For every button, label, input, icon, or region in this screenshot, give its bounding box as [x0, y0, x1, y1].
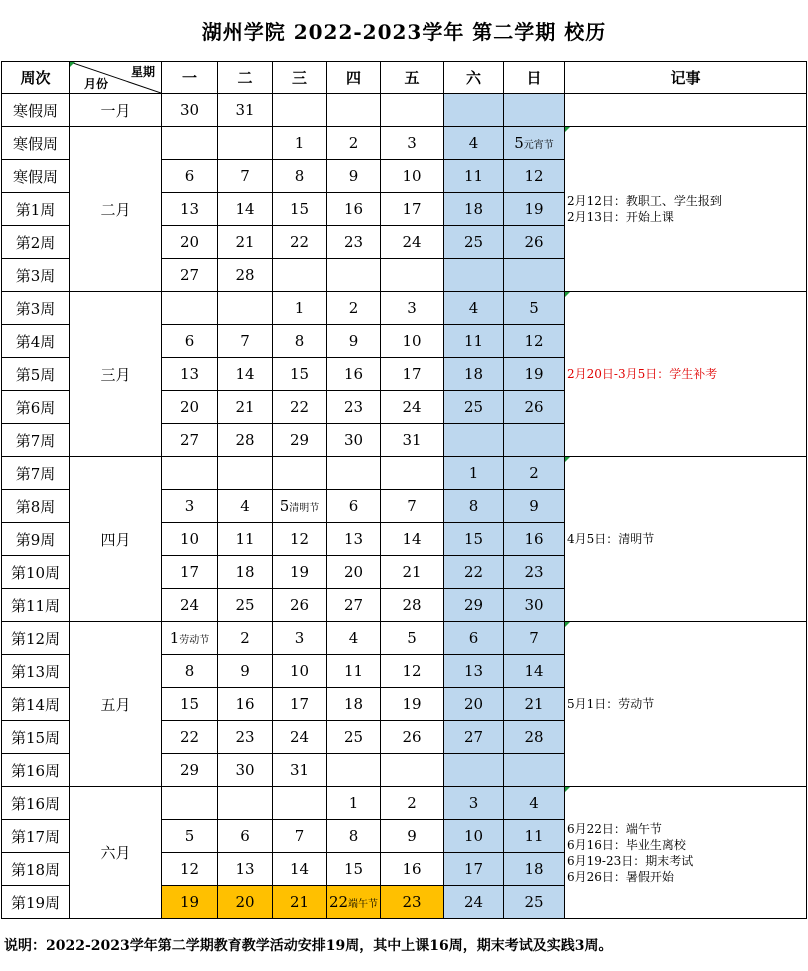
day-cell-fri: 17 — [381, 358, 444, 391]
month-notes — [565, 94, 807, 127]
day-cell-tue: 9 — [218, 655, 273, 688]
month-label: 二月 — [70, 127, 162, 292]
day-cell-fri — [381, 457, 444, 490]
day-cell-fri: 7 — [381, 490, 444, 523]
week-label: 第7周 — [2, 424, 70, 457]
day-cell-fri: 28 — [381, 589, 444, 622]
week-label: 第13周 — [2, 655, 70, 688]
day-cell-wed — [273, 490, 327, 523]
holiday-label: 元宵节 — [523, 140, 554, 151]
day-header-wed: 三 — [273, 62, 327, 94]
day-cell-tue: 21 — [218, 226, 273, 259]
day-header-fri: 五 — [381, 62, 444, 94]
day-cell-sun: 7 — [504, 622, 565, 655]
day-cell-fri: 24 — [381, 391, 444, 424]
day-cell-thu: 20 — [327, 556, 381, 589]
day-number: 1 — [169, 629, 180, 647]
day-cell-sun — [504, 127, 565, 160]
day-cell-sun: 26 — [504, 391, 565, 424]
day-cell-fri — [381, 259, 444, 292]
day-cell-sat: 4 — [444, 292, 504, 325]
note-line: 2月20日-3月5日：学生补考 — [567, 367, 718, 381]
day-cell-mon: 24 — [162, 589, 218, 622]
week-label: 第7周 — [2, 457, 70, 490]
day-cell-sat: 25 — [444, 226, 504, 259]
day-cell-sun: 21 — [504, 688, 565, 721]
day-cell-thu: 25 — [327, 721, 381, 754]
day-cell-fri — [381, 94, 444, 127]
day-cell-tue: 7 — [218, 325, 273, 358]
week-row — [2, 292, 807, 325]
day-cell-fri: 31 — [381, 424, 444, 457]
day-cell-mon: 13 — [162, 193, 218, 226]
comment-marker — [565, 127, 570, 132]
note-line: 5月1日：劳动节 — [567, 697, 655, 711]
note-line: 6月16日：毕业生离校 — [567, 837, 686, 852]
day-header-mon: 一 — [162, 62, 218, 94]
note-line: 6月22日：端午节 — [567, 821, 662, 836]
week-label: 第18周 — [2, 853, 70, 886]
day-cell-sat: 11 — [444, 325, 504, 358]
day-cell-tue: 4 — [218, 490, 273, 523]
day-cell-sat — [444, 259, 504, 292]
day-cell-sun: 19 — [504, 193, 565, 226]
week-label: 第9周 — [2, 523, 70, 556]
day-cell-fri: 24 — [381, 226, 444, 259]
month-label: 五月 — [70, 622, 162, 787]
week-row — [2, 457, 807, 490]
week-label: 第14周 — [2, 688, 70, 721]
day-cell-wed — [273, 787, 327, 820]
day-cell-sun: 9 — [504, 490, 565, 523]
calendar-title: 湖州学院 2022-2023学年 第二学期 校历 — [201, 20, 607, 44]
day-cell-tue — [218, 292, 273, 325]
day-cell-wed: 24 — [273, 721, 327, 754]
month-label: 六月 — [70, 787, 162, 919]
week-column-header: 周次 — [2, 62, 70, 94]
week-label: 第16周 — [2, 787, 70, 820]
day-cell-mon: 27 — [162, 259, 218, 292]
week-label: 第2周 — [2, 226, 70, 259]
day-cell-fri: 26 — [381, 721, 444, 754]
school-calendar-table — [1, 61, 807, 919]
day-cell-sun: 2 — [504, 457, 565, 490]
day-cell-thu: 9 — [327, 160, 381, 193]
day-cell-tue — [218, 457, 273, 490]
week-label: 第12周 — [2, 622, 70, 655]
week-row — [2, 127, 807, 160]
day-cell-sun: 4 — [504, 787, 565, 820]
month-notes — [565, 127, 807, 292]
day-cell-thu: 23 — [327, 391, 381, 424]
day-cell-mon — [162, 292, 218, 325]
day-cell-wed — [273, 457, 327, 490]
day-cell-fri: 9 — [381, 820, 444, 853]
day-cell-thu: 1 — [327, 787, 381, 820]
day-cell-mon: 17 — [162, 556, 218, 589]
week-label: 第3周 — [2, 292, 70, 325]
comment-marker — [565, 622, 570, 627]
day-cell-thu: 4 — [327, 622, 381, 655]
day-cell-tue: 21 — [218, 391, 273, 424]
month-axis-label: 月份 — [84, 77, 109, 91]
day-cell-thu — [327, 886, 381, 919]
day-cell-thu: 13 — [327, 523, 381, 556]
day-cell-sat: 25 — [444, 391, 504, 424]
diagonal-header-cell — [70, 62, 162, 94]
week-label: 第17周 — [2, 820, 70, 853]
day-cell-thu: 23 — [327, 226, 381, 259]
day-cell-mon: 30 — [162, 94, 218, 127]
day-cell-sat: 10 — [444, 820, 504, 853]
note-line: 6月26日：暑假开始 — [567, 869, 674, 884]
day-cell-sun — [504, 424, 565, 457]
day-cell-thu: 30 — [327, 424, 381, 457]
week-label: 第8周 — [2, 490, 70, 523]
day-cell-mon: 8 — [162, 655, 218, 688]
day-cell-thu — [327, 94, 381, 127]
note-line: 6月19-23日：期末考试 — [567, 853, 694, 868]
day-cell-mon: 29 — [162, 754, 218, 787]
day-cell-wed: 31 — [273, 754, 327, 787]
day-header-tue: 二 — [218, 62, 273, 94]
week-label: 第1周 — [2, 193, 70, 226]
footer-note: 说明：2022-2023学年第二学期教育教学活动安排19周，其中上课16周，期末考试及实践3周。 — [4, 938, 613, 954]
day-cell-wed: 12 — [273, 523, 327, 556]
day-cell-wed — [273, 94, 327, 127]
day-cell-sat: 17 — [444, 853, 504, 886]
day-cell-sat: 20 — [444, 688, 504, 721]
month-notes — [565, 457, 807, 622]
day-cell-tue: 20 — [218, 886, 273, 919]
day-number: 22 — [328, 893, 349, 911]
day-cell-thu: 15 — [327, 853, 381, 886]
day-number: 5 — [514, 134, 524, 152]
note-line: 2月13日：开始上课 — [567, 210, 674, 224]
day-cell-tue: 2 — [218, 622, 273, 655]
day-cell-wed: 29 — [273, 424, 327, 457]
week-row — [2, 94, 807, 127]
day-cell-wed — [273, 259, 327, 292]
day-cell-mon: 6 — [162, 325, 218, 358]
day-cell-sat: 22 — [444, 556, 504, 589]
day-cell-mon: 19 — [162, 886, 218, 919]
week-label: 第5周 — [2, 358, 70, 391]
week-row — [2, 787, 807, 820]
day-cell-fri — [381, 754, 444, 787]
day-cell-sat — [444, 754, 504, 787]
day-number: 5 — [279, 497, 290, 515]
day-cell-sat: 3 — [444, 787, 504, 820]
week-label: 第19周 — [2, 886, 70, 919]
week-label: 第4周 — [2, 325, 70, 358]
day-cell-sun — [504, 259, 565, 292]
weekday-axis-label: 星期 — [130, 65, 155, 79]
day-cell-mon — [162, 457, 218, 490]
day-cell-sat — [444, 94, 504, 127]
day-cell-mon: 12 — [162, 853, 218, 886]
day-cell-sat: 15 — [444, 523, 504, 556]
day-cell-sun: 16 — [504, 523, 565, 556]
day-cell-fri: 12 — [381, 655, 444, 688]
day-cell-tue: 28 — [218, 259, 273, 292]
comment-marker — [70, 62, 75, 67]
day-cell-sat: 13 — [444, 655, 504, 688]
day-cell-tue: 7 — [218, 160, 273, 193]
note-line: 2月12日：教职工、学生报到 — [567, 194, 722, 208]
day-cell-tue: 14 — [218, 358, 273, 391]
day-cell-sat — [444, 424, 504, 457]
day-cell-wed: 14 — [273, 853, 327, 886]
day-cell-thu: 8 — [327, 820, 381, 853]
day-header-thu: 四 — [327, 62, 381, 94]
week-label: 第10周 — [2, 556, 70, 589]
day-cell-wed: 21 — [273, 886, 327, 919]
day-cell-fri: 3 — [381, 292, 444, 325]
holiday-label: 端午节 — [348, 899, 379, 910]
day-cell-thu: 11 — [327, 655, 381, 688]
day-cell-wed: 1 — [273, 127, 327, 160]
day-cell-sun: 5 — [504, 292, 565, 325]
week-label: 第11周 — [2, 589, 70, 622]
day-cell-tue: 6 — [218, 820, 273, 853]
day-cell-tue — [218, 787, 273, 820]
day-cell-sat: 1 — [444, 457, 504, 490]
day-cell-mon: 5 — [162, 820, 218, 853]
week-label: 寒假周 — [2, 127, 70, 160]
day-cell-tue: 18 — [218, 556, 273, 589]
day-cell-sun — [504, 94, 565, 127]
day-cell-sun: 12 — [504, 160, 565, 193]
day-cell-sat: 11 — [444, 160, 504, 193]
day-cell-fri: 5 — [381, 622, 444, 655]
day-cell-fri: 10 — [381, 160, 444, 193]
day-cell-fri: 2 — [381, 787, 444, 820]
day-cell-fri: 23 — [381, 886, 444, 919]
day-cell-sat: 18 — [444, 193, 504, 226]
day-cell-fri: 21 — [381, 556, 444, 589]
header-row — [2, 62, 807, 94]
day-cell-tue: 23 — [218, 721, 273, 754]
day-header-sun: 日 — [504, 62, 565, 94]
note-line: 4月5日：清明节 — [567, 532, 655, 546]
day-cell-sat: 24 — [444, 886, 504, 919]
day-cell-fri: 10 — [381, 325, 444, 358]
day-cell-wed: 26 — [273, 589, 327, 622]
day-cell-tue: 25 — [218, 589, 273, 622]
day-cell-sun: 19 — [504, 358, 565, 391]
day-cell-wed: 7 — [273, 820, 327, 853]
day-cell-thu: 16 — [327, 193, 381, 226]
day-cell-fri: 19 — [381, 688, 444, 721]
day-cell-thu — [327, 457, 381, 490]
day-cell-mon: 27 — [162, 424, 218, 457]
notes-column-header: 记事 — [565, 62, 807, 94]
day-cell-sat: 27 — [444, 721, 504, 754]
day-cell-sat: 18 — [444, 358, 504, 391]
day-cell-mon: 20 — [162, 391, 218, 424]
day-cell-mon: 13 — [162, 358, 218, 391]
day-cell-sun: 25 — [504, 886, 565, 919]
week-label: 第15周 — [2, 721, 70, 754]
day-cell-thu: 27 — [327, 589, 381, 622]
day-cell-mon: 6 — [162, 160, 218, 193]
day-cell-wed: 15 — [273, 193, 327, 226]
day-cell-sun: 23 — [504, 556, 565, 589]
day-cell-sat: 4 — [444, 127, 504, 160]
day-cell-fri: 14 — [381, 523, 444, 556]
day-cell-tue: 13 — [218, 853, 273, 886]
day-cell-fri: 16 — [381, 853, 444, 886]
day-cell-thu: 2 — [327, 127, 381, 160]
day-cell-tue: 28 — [218, 424, 273, 457]
month-label: 三月 — [70, 292, 162, 457]
month-notes — [565, 292, 807, 457]
day-cell-mon: 22 — [162, 721, 218, 754]
month-label: 一月 — [70, 94, 162, 127]
comment-marker — [565, 457, 570, 462]
day-cell-fri: 17 — [381, 193, 444, 226]
day-cell-wed: 3 — [273, 622, 327, 655]
day-cell-tue — [218, 127, 273, 160]
day-cell-mon: 15 — [162, 688, 218, 721]
day-cell-fri: 3 — [381, 127, 444, 160]
day-cell-thu: 18 — [327, 688, 381, 721]
day-cell-mon — [162, 787, 218, 820]
day-cell-thu: 2 — [327, 292, 381, 325]
week-label: 寒假周 — [2, 160, 70, 193]
holiday-label: 清明节 — [289, 503, 320, 514]
day-cell-wed: 1 — [273, 292, 327, 325]
day-cell-mon — [162, 622, 218, 655]
day-cell-thu: 6 — [327, 490, 381, 523]
month-label: 四月 — [70, 457, 162, 622]
day-cell-mon: 10 — [162, 523, 218, 556]
day-cell-wed: 22 — [273, 226, 327, 259]
day-cell-sun: 30 — [504, 589, 565, 622]
day-cell-thu: 16 — [327, 358, 381, 391]
day-header-sat: 六 — [444, 62, 504, 94]
day-cell-tue: 11 — [218, 523, 273, 556]
day-cell-wed: 8 — [273, 160, 327, 193]
month-notes — [565, 622, 807, 787]
day-cell-wed: 8 — [273, 325, 327, 358]
day-cell-wed: 10 — [273, 655, 327, 688]
week-label: 寒假周 — [2, 94, 70, 127]
day-cell-sat: 8 — [444, 490, 504, 523]
day-cell-sat: 6 — [444, 622, 504, 655]
day-cell-mon — [162, 127, 218, 160]
day-cell-mon: 20 — [162, 226, 218, 259]
calendar-body — [2, 62, 807, 919]
week-label: 第16周 — [2, 754, 70, 787]
day-cell-wed: 22 — [273, 391, 327, 424]
day-cell-sun: 12 — [504, 325, 565, 358]
day-cell-thu — [327, 754, 381, 787]
day-cell-tue: 16 — [218, 688, 273, 721]
day-cell-wed: 19 — [273, 556, 327, 589]
holiday-label: 劳动节 — [179, 635, 210, 646]
week-label: 第6周 — [2, 391, 70, 424]
day-cell-sun: 26 — [504, 226, 565, 259]
day-cell-sun: 18 — [504, 853, 565, 886]
day-cell-sun — [504, 754, 565, 787]
comment-marker — [565, 787, 570, 792]
day-cell-sun: 14 — [504, 655, 565, 688]
week-row — [2, 622, 807, 655]
day-cell-tue: 14 — [218, 193, 273, 226]
day-cell-thu — [327, 259, 381, 292]
day-cell-mon: 3 — [162, 490, 218, 523]
day-cell-thu: 9 — [327, 325, 381, 358]
day-cell-wed: 17 — [273, 688, 327, 721]
day-cell-sun: 11 — [504, 820, 565, 853]
comment-marker — [565, 292, 570, 297]
day-cell-sat: 29 — [444, 589, 504, 622]
day-cell-tue: 31 — [218, 94, 273, 127]
day-cell-sun: 28 — [504, 721, 565, 754]
month-notes — [565, 787, 807, 919]
week-label: 第3周 — [2, 259, 70, 292]
day-cell-wed: 15 — [273, 358, 327, 391]
day-cell-tue: 30 — [218, 754, 273, 787]
